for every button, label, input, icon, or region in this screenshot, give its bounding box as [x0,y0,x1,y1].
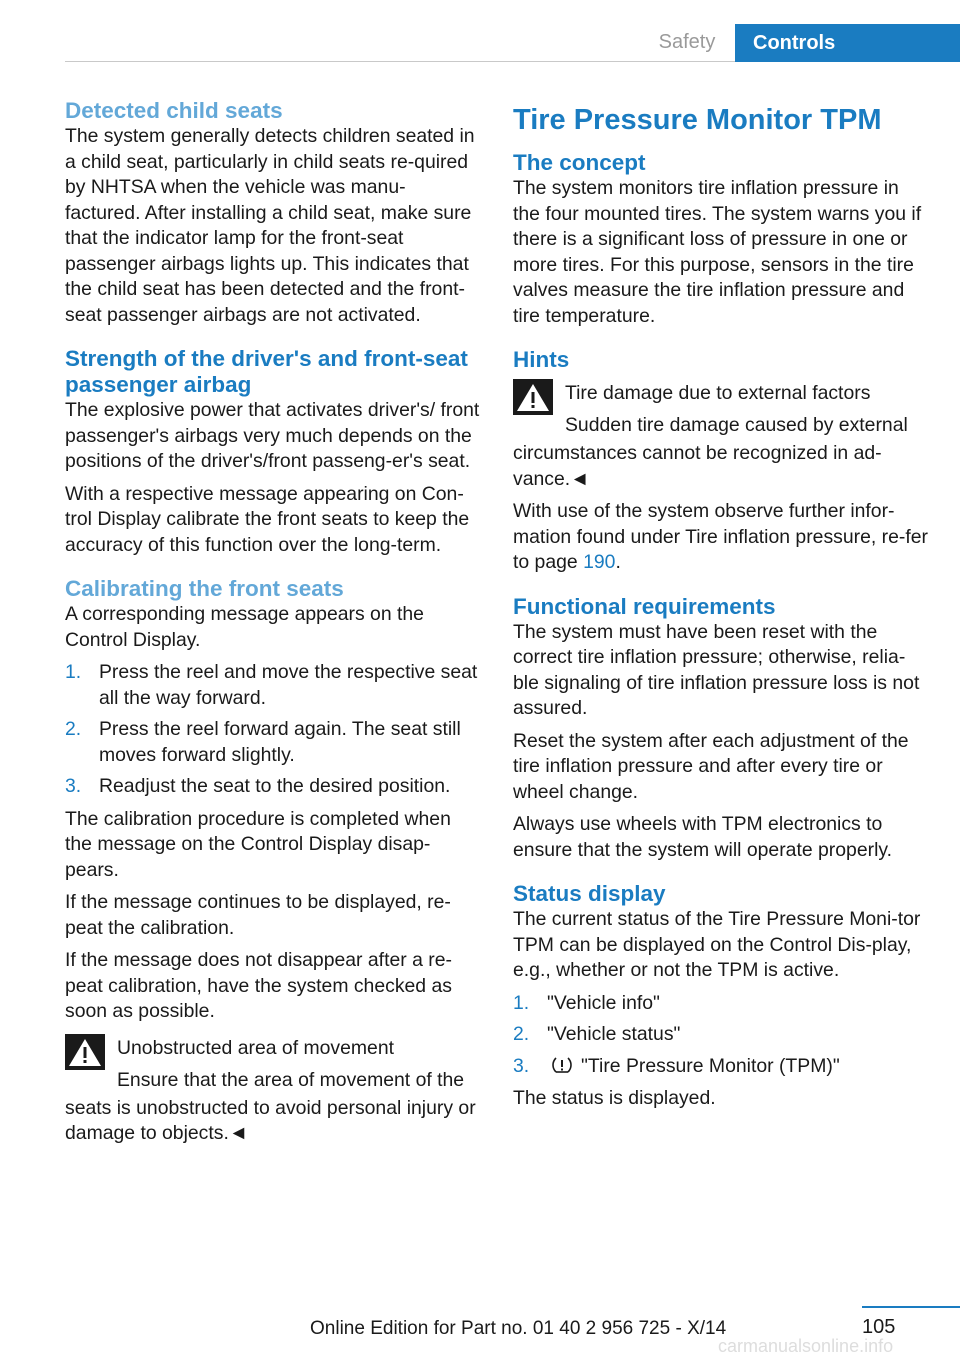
list-item [513,1054,928,1080]
tab-safety[interactable]: Safety [658,31,716,53]
page-number: 105 [862,1316,896,1338]
list-item-number: 2. [65,718,82,740]
list-item-with-icon [547,1054,928,1080]
list-item-text: Press the reel and move the respective seat all the way forward. [99,661,478,709]
warning-seat-movement [65,1032,480,1147]
paragraph-calibrating-seats: A corresponding message appears on the Control Display. [65,603,424,651]
paragraph-hints [513,499,928,576]
list-item [513,1022,928,1048]
warning-title: Unobstructed area of movement [117,1036,394,1059]
warning-title: Tire damage due to external factors [565,382,871,404]
list-item [65,774,480,800]
list-item-text: "Vehicle status" [547,1023,681,1045]
left-column [65,98,480,1154]
heading-calibrating-seats: Calibrating the front seats [65,576,344,601]
heading-hints: Hints [513,347,570,372]
heading-airbag-strength: Strength of the driver's and front-seat passenger airbag [65,346,468,397]
heading-tire-pressure-monitor: Tire Pressure Monitor TPM [513,104,882,136]
heading-status-display: Status display [513,881,666,906]
warning-text-line: Ensure that the area of movement of the [117,1068,465,1091]
warning-triangle-icon [65,1034,105,1070]
footer-rule [862,1306,960,1308]
paragraph-status-display: The current status of the Tire Pressure Moni-tor TPM can be displayed on the Control Dis-play, e.g., whether or not the TPM is active. [513,908,921,981]
list-item-text: Readjust the seat to the desired position. [99,775,451,797]
list-item [513,991,928,1017]
right-column [513,100,928,1119]
calibration-steps-list [65,660,480,800]
paragraph-airbag-strength-2: With a respective message appearing on Con-trol Display calibrate the front seats to keep the accuracy of this function over the long-term. [65,482,470,556]
list-item [65,717,480,768]
warning-text-rest: circumstances cannot be recognized in ad-vance.◄ [513,442,882,490]
heading-detected-child-seats: Detected child seats [65,98,283,123]
paragraph-detected-child-seats: The system generally detects children seated in a child seat, particularly in child seats re-quired by NHTSA when the vehicle was manu-factured. After installing a child seat, make sure that the indicator lamp for the front-seat passenger airbags lights up. This indicates that the child seat has been detected and the front-seat passenger airbags are not activated. [65,125,475,326]
list-item-text: "Tire Pressure Monitor (TPM)" [581,1054,840,1077]
list-item-number: 1. [513,991,530,1014]
list-item-number: 2. [513,1023,530,1045]
list-item [65,660,480,711]
heading-functional-requirements: Functional requirements [513,593,776,619]
warning-triangle-icon [513,379,553,415]
warning-text-line: Sudden tire damage caused by external [565,414,908,436]
paragraph-functional-2: Reset the system after each adjustment of the tire inflation pressure and after every tire or wheel change. [513,729,909,803]
status-steps-list [513,991,928,1080]
paragraph-functional-1: The system must have been reset with the correct tire inflation pressure; otherwise, relia-ble signaling of tire inflation pressure loss is not assured. [513,620,920,719]
paragraph-functional-3: Always use wheels with TPM electronics to ensure that the system will operate properly. [513,813,893,861]
page-link-190[interactable]: 190 [583,551,616,573]
paragraph-status-displayed: The status is displayed. [513,1087,716,1109]
tab-controls[interactable]: Controls [735,24,960,62]
list-item-text: Press the reel forward again. The seat still moves forward slightly. [99,718,461,766]
warning-text-rest: seats is unobstructed to avoid personal injury or damage to objects.◄ [65,1096,476,1144]
tire-pressure-icon [551,1055,573,1075]
heading-concept: The concept [513,150,646,175]
paragraph-calibration-complete: The calibration procedure is completed when the message on the Control Display disap-pears. [65,807,451,881]
warning-tire-damage [513,377,928,492]
list-item-text: "Vehicle info" [547,991,660,1014]
paragraph-repeat-calibration: If the message continues to be displayed, re-peat the calibration. [65,891,451,939]
list-item-number: 3. [513,1054,530,1077]
footer-edition: Online Edition for Part no. 01 40 2 956 725 - X/14 [310,1318,727,1339]
watermark: carmanualsonline.info [718,1336,894,1356]
paragraph-concept: The system monitors tire inflation pressure in the four mounted tires. The system warns you if there is a significant loss of pressure in one or more tires. For this purpose, sensors in the tire valves measure the tire inflation pressure and tire temperature. [513,177,922,327]
paragraph-have-system-checked: If the message does not disappear after a re-peat calibration, have the system checked as soon as possible. [65,949,452,1022]
hints-text-end: . [615,551,621,573]
list-item-number: 1. [65,661,82,683]
paragraph-airbag-strength-1: The explosive power that activates driver's/ front passenger's airbags very much depends on the positions of the driver's/front passeng-er's seat. [65,399,480,472]
list-item-number: 3. [65,775,82,797]
hints-text: With use of the system observe further infor-mation found under Tire inflation pressure, re-fer to page [513,500,928,573]
